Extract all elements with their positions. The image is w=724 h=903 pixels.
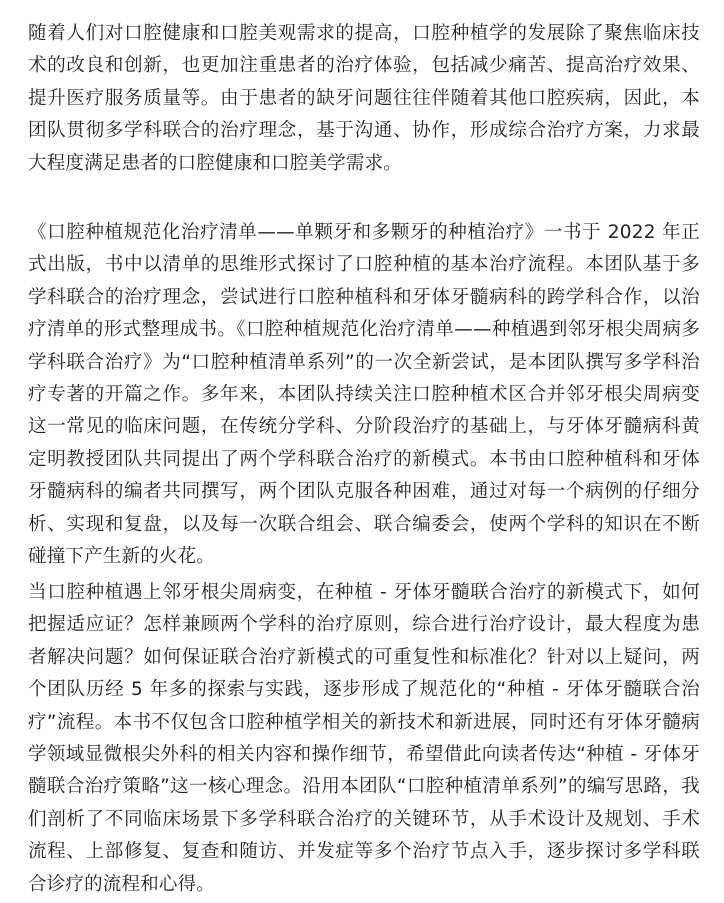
paragraph-1: 随着人们对口腔健康和口腔美观需求的提高，口腔种植学的发展除了聚焦临床技术的改良和创新，也更加注重患者的治疗体验，包括减少痛苦、提高治疗效果、提升医疗服务质量等。由于患者的缺牙问题往往伴随着其他口腔疾病，因此，本团队贯彻多学科联合的治疗理念，基于沟通、协作，形成综合治疗方案，力求最大程度满足患者的口腔健康和口腔美学需求。 (28, 23, 700, 174)
paragraph-2: 《口腔种植规范化治疗清单——单颗牙和多颗牙的种植治疗》一书于 2022 年正式出版，书中以清单的思维形式探讨了口腔种植的基本治疗流程。本团队基于多学科联合的治疗理念，尝试进行口腔种植科和牙体牙髓病科的跨学科合作，以治疗清单的形式整理成书。《口腔种植规范化治疗清单——种植遇到邻牙根尖周病多学科联合治疗》为“口腔种植清单系列”的一次全新尝试，是本团队撰写多学科治疗专著的开篇之作。多年来，本团队持续关注口腔种植术区合并邻牙根尖周病变这一常见的临床问题，在传统分学科、分阶段治疗的基础上，与牙体牙髓病科黄定明教授团队共同提出了两个学科联合治疗的新模式。本书由口腔种植科和牙体牙髓病科的编者共同撰写，两个团队克服各种困难，通过对每一个病例的仔细分析、实现和复盘，以及每一次联合组会、联合编委会，使两个学科的知识在不断碰撞下产生新的火花。 (28, 222, 700, 568)
paragraph-3: 当口腔种植遇上邻牙根尖周病变，在种植 - 牙体牙髓联合治疗的新模式下，如何把握适应证？怎样兼顾两个学科的治疗原则，综合进行治疗设计，最大程度为患者解决问题？如何保证联合治疗新模式的可重复性和标准化？针对以上疑问，两个团队历经 5 年多的探索与实践，逐步形成了规范化的“种植 - 牙体牙髓联合治疗”流程。本书不仅包含口腔种植学相关的新技术和新进展，同时还有牙体牙髓病学领域显微根尖外科的相关内容和操作细节，希望借此向读者传达“种植 - 牙体牙髓联合治疗策略”这一核心理念。沿用本团队“口腔种植清单系列”的编写思路，我们剖析了不同临床场景下多学科联合治疗的关键环节，从手术设计及规划、手术流程、上部修复、复查和随访、并发症等多个治疗节点入手，逐步探讨多学科联合诊疗的流程和心得。 (28, 582, 700, 895)
